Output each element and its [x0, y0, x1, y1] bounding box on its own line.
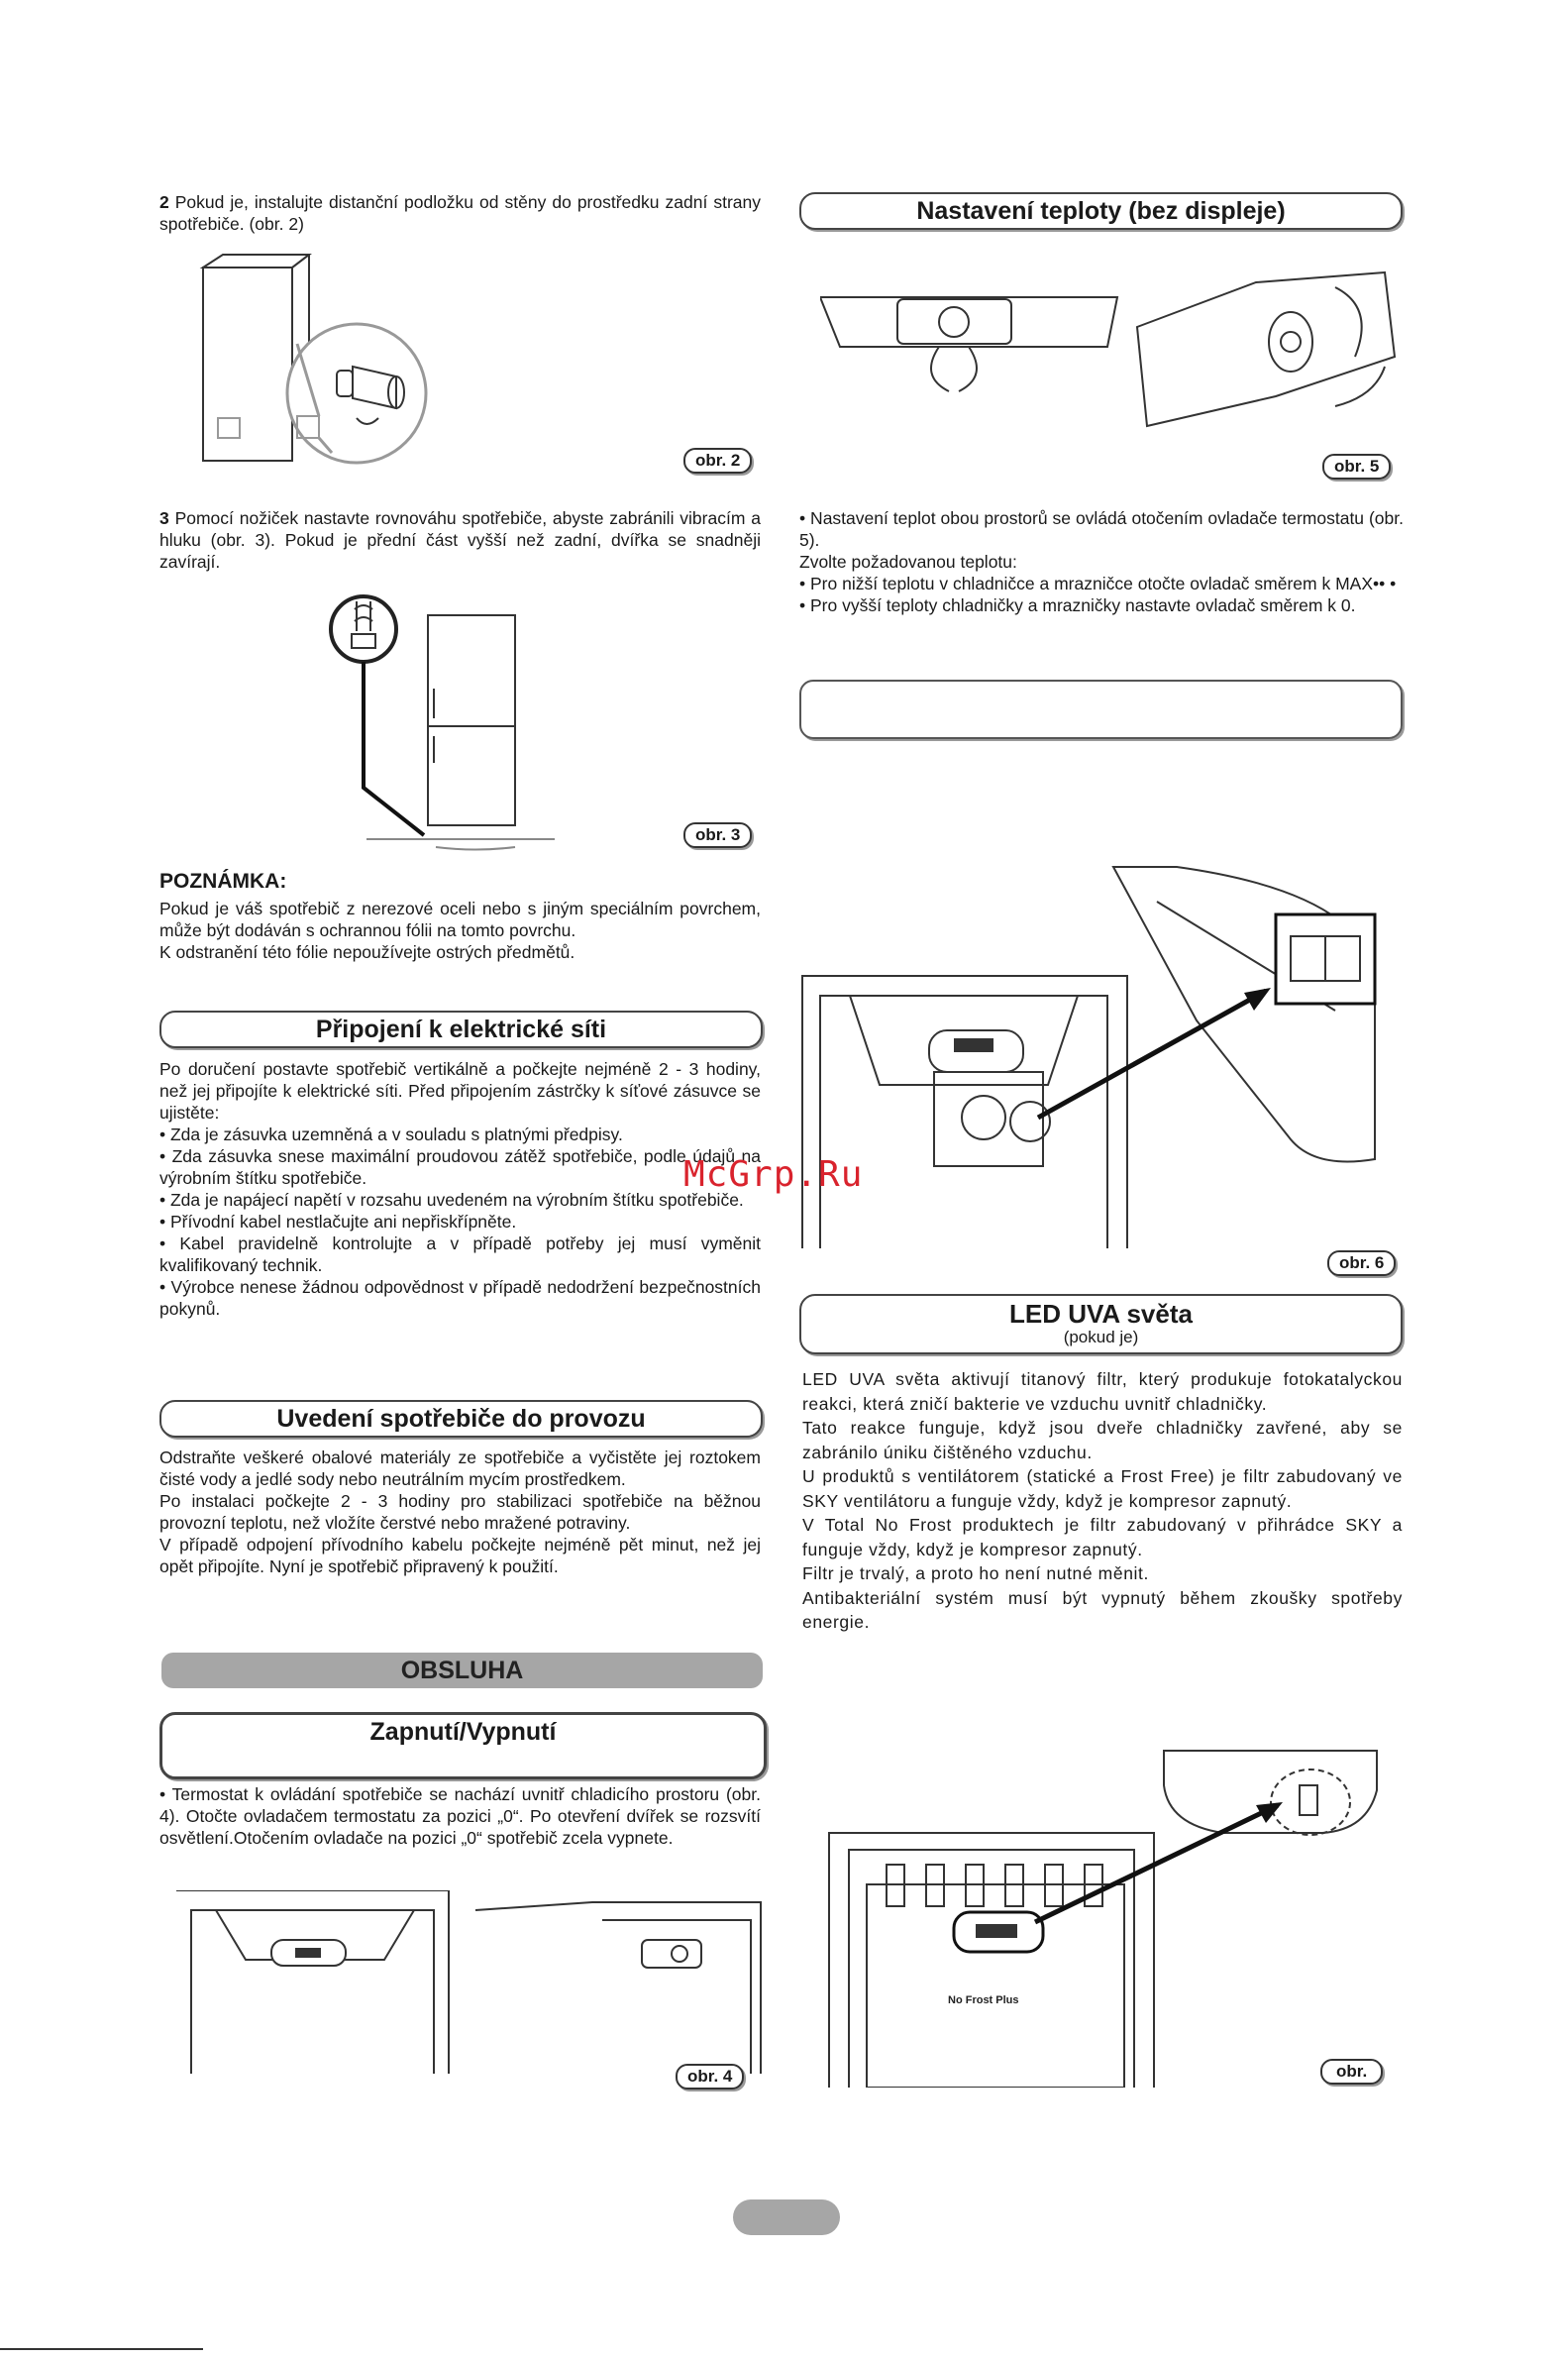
startup-header: Uvedení spotřebiče do provozu [159, 1400, 763, 1438]
electric-connection-header: Připojení k elektrické síti [159, 1011, 763, 1048]
on-off-title: Zapnutí/Vypnutí [369, 1718, 557, 1746]
led-uva-header [799, 1294, 1403, 1354]
led-uva-text: LED UVA světa aktivují titanový filtr, který produkuje fotokatalyckou reakci, která zničí bakterie ve vzduchu uvnitř chladničky. Tato reakce funguje, když jsou dveře chladničky zavřené, aby se zabránilo úniku čištěného vzduchu. U produktů s ventilátorem (statické a Frost Free) je filtr zabudovaný ve SKY ventilátoru a funguje vždy, když je kompresor zapnutý. V Total No Frost produktech je filtr zabudovaný v přihrádce SKY a funguje vždy, když je kompresor zapnutý. Filtr je trvalý, a proto ho není nutné měnit. Antibakteriální systém musí být vypnutý během zkoušky spotřeby energie. [802, 1369, 1403, 1632]
figure-5-label: obr. 5 [1322, 454, 1391, 480]
figure-4-thermostat-illustration [176, 1890, 771, 2074]
figure-7-panel-text: No Frost Plus [948, 1994, 1019, 2006]
temperature-settings-text: • Nastavení teplot obou prostorů se ovládá otočením ovladače termostatu (obr. 5). Zvolte požadovanou teplotu: • Pro nižší teplotu v chladničce a mrazničce otočte ovladač směrem k MAX•• • • Pro vyšší teploty chladničky a mrazničky nastavte ovladač směrem k 0. [799, 508, 1404, 615]
watermark-text: McGrp.Ru [683, 1154, 864, 1195]
step-3-text: 3 Pomocí nožiček nastavte rovnováhu spotřebiče, abyste zabránili vibracím a hluku (obr. 3). Pokud je přední část vyšší než zadní, dvířka se snadněji zavírají. [159, 508, 761, 572]
led-uva-title: LED UVA světa [1009, 1299, 1193, 1329]
note-title: POZNÁMKA: [159, 870, 287, 893]
on-off-text: • Termostat k ovládání spotřebiče se nachází uvnitř chladicího prostoru (obr. 4). Otočte ovladačem termostatu za pozici „0“. Po otevření dvířek se rozsvítí osvětlení.Otočením ovladače na pozici „0“ spotřebič zcela vypnete. [159, 1784, 761, 1848]
figure-7-no-frost-illustration [827, 1746, 1382, 2088]
startup-text: Odstraňte veškeré obalové materiály ze spotřebiče a vyčistěte jej roztokem čisté vody a jedlé sody nebo neutrálním mycím prostředkem. Po instalaci počkejte 2 - 3 hodiny pro stabilizaci spotřebiče na běžnou provozní teplotu, než vložíte čerstvé nebo mražené potraviny. V případě odpojení přívodního kabelu počkejte nejméně pět minut, než jej opět připojíte. Nyní je spotřebič připravený k použití. [159, 1448, 761, 1576]
step-2-text: 2 Pokud je, instalujte distanční podložku od stěny do prostředku zadní strany spotřebiče. (obr. 2) [159, 192, 761, 234]
electric-connection-text: Po doručení postavte spotřebič vertikálně a počkejte nejméně 2 - 3 hodiny, než jej připojíte k elektrické síti. Před připojením zástrčky k síťové zásuvce se ujistěte: • Zda je zásuvka uzemněná a v souladu s platnými předpisy. • Zda zásuvka snese maximální proudovou zátěž spotřebiče, podle údajů na výrobním štítku spotřebiče. • Zda je napájecí napětí v rozsahu uvedeném na výrobním štítku spotřebiče. • Přívodní kabel nestlačujte ani nepřiskřípněte. • Kabel pravidelně kontrolujte a v případě potřeby jej musí vyměnit kvalifikovaný technik. • Výrobce nenese žádnou odpovědnost v případě nedodržení bezpečnostních pokynů. [159, 1059, 761, 1319]
figure-6-label: obr. 6 [1327, 1250, 1396, 1276]
on-off-header [159, 1712, 767, 1779]
figure-4-label: obr. 4 [676, 2064, 744, 2090]
bottom-left-rule [0, 2348, 203, 2350]
temperature-settings-header: Nastavení teploty (bez displeje) [799, 192, 1403, 230]
step-2-number: 2 [159, 192, 169, 212]
led-uva-subtitle: (pokud je) [1063, 1328, 1139, 1346]
figure-2-spacer-illustration [198, 250, 515, 478]
figure-5-thermostat-knob-illustration [820, 268, 1405, 436]
note-text: Pokud je váš spotřebič z nerezové oceli nebo s jiným speciálním povrchem, může být dodáván s ochrannou fólii na tomto povrchu. K odstranění této fólie nepoužívejte ostrých předmětů. [159, 899, 761, 962]
step-3-number: 3 [159, 508, 169, 528]
figure-7-label: obr. [1320, 2059, 1383, 2085]
operation-section-bar: OBSLUHA [161, 1653, 763, 1688]
empty-header-box [799, 680, 1403, 739]
figure-2-label: obr. 2 [683, 448, 752, 474]
figure-6-switch-illustration [800, 862, 1414, 1248]
figure-3-label: obr. 3 [683, 822, 752, 848]
page-number-pill [733, 2199, 840, 2235]
figure-3-leveling-feet-illustration [327, 580, 575, 852]
